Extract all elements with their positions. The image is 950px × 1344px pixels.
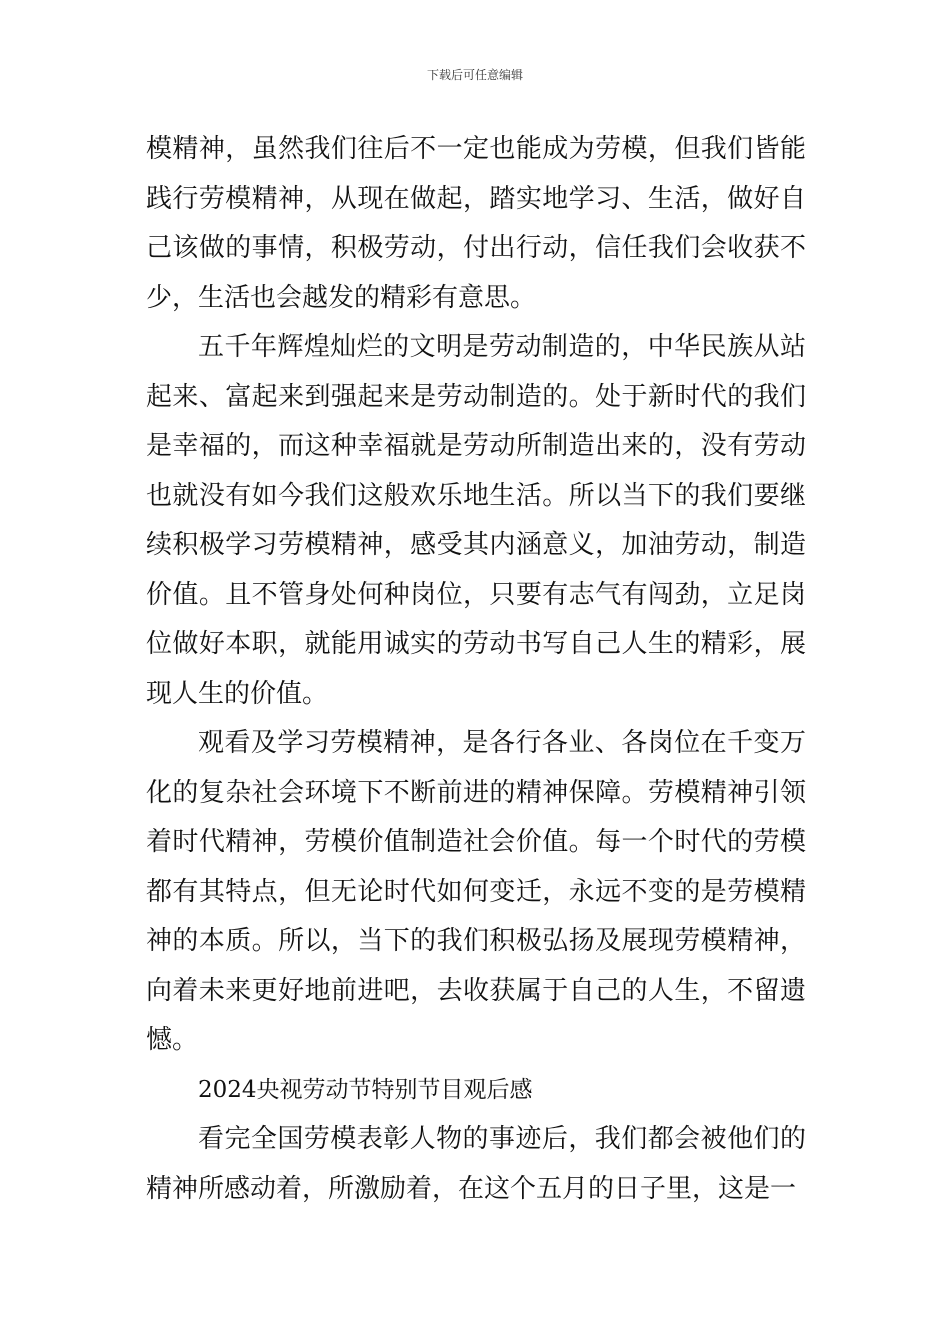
paragraph-reflection: 看完全国劳模表彰人物的事迹后，我们都会被他们的精神所感动着，所激励着，在这个五月的日子里，这是一 [146, 1124, 806, 1204]
paragraph-civilization: 五千年辉煌灿烂的文明是劳动制造的，中华民族从站起来、富起来到强起来是劳动制造的。处于新时代的我们是幸福的，而这种幸福就是劳动所制造出来的，没有劳动也就没有如今我们这般欢乐地生活。所以当下的我们要继续积极学习劳模精神，感受其内涵意义，加油劳动，制造价值。且不管身处何种岗位，只要有志气有闯劲，立足岗位做好本职，就能用诚实的劳动书写自己人生的精彩，展现人生的价值。 [146, 332, 806, 709]
section-title: 2024央视劳动节特别节目观后感 [198, 1076, 533, 1103]
paragraph-continuation: 模精神，虽然我们往后不一定也能成为劳模，但我们皆能践行劳模精神，从现在做起，踏实地学习、生活，做好自己该做的事情，积极劳动，付出行动，信任我们会收获不少，生活也会越发的精彩有意思。 [146, 134, 806, 313]
paragraph-model-worker-spirit: 观看及学习劳模精神，是各行各业、各岗位在千变万化的复杂社会环境下不断前进的精神保障。劳模精神引领着时代精神，劳模价值制造社会价值。每一个时代的劳模都有其特点，但无论时代如何变迁，永远不变的是劳模精神的本质。所以，当下的我们积极弘扬及展现劳模精神，向着未来更好地前进吧，去收获属于自己的人生，不留遗憾。 [146, 728, 806, 1055]
document-body [146, 125, 806, 1214]
page-header-note: 下载后可任意编辑 [426, 68, 523, 82]
